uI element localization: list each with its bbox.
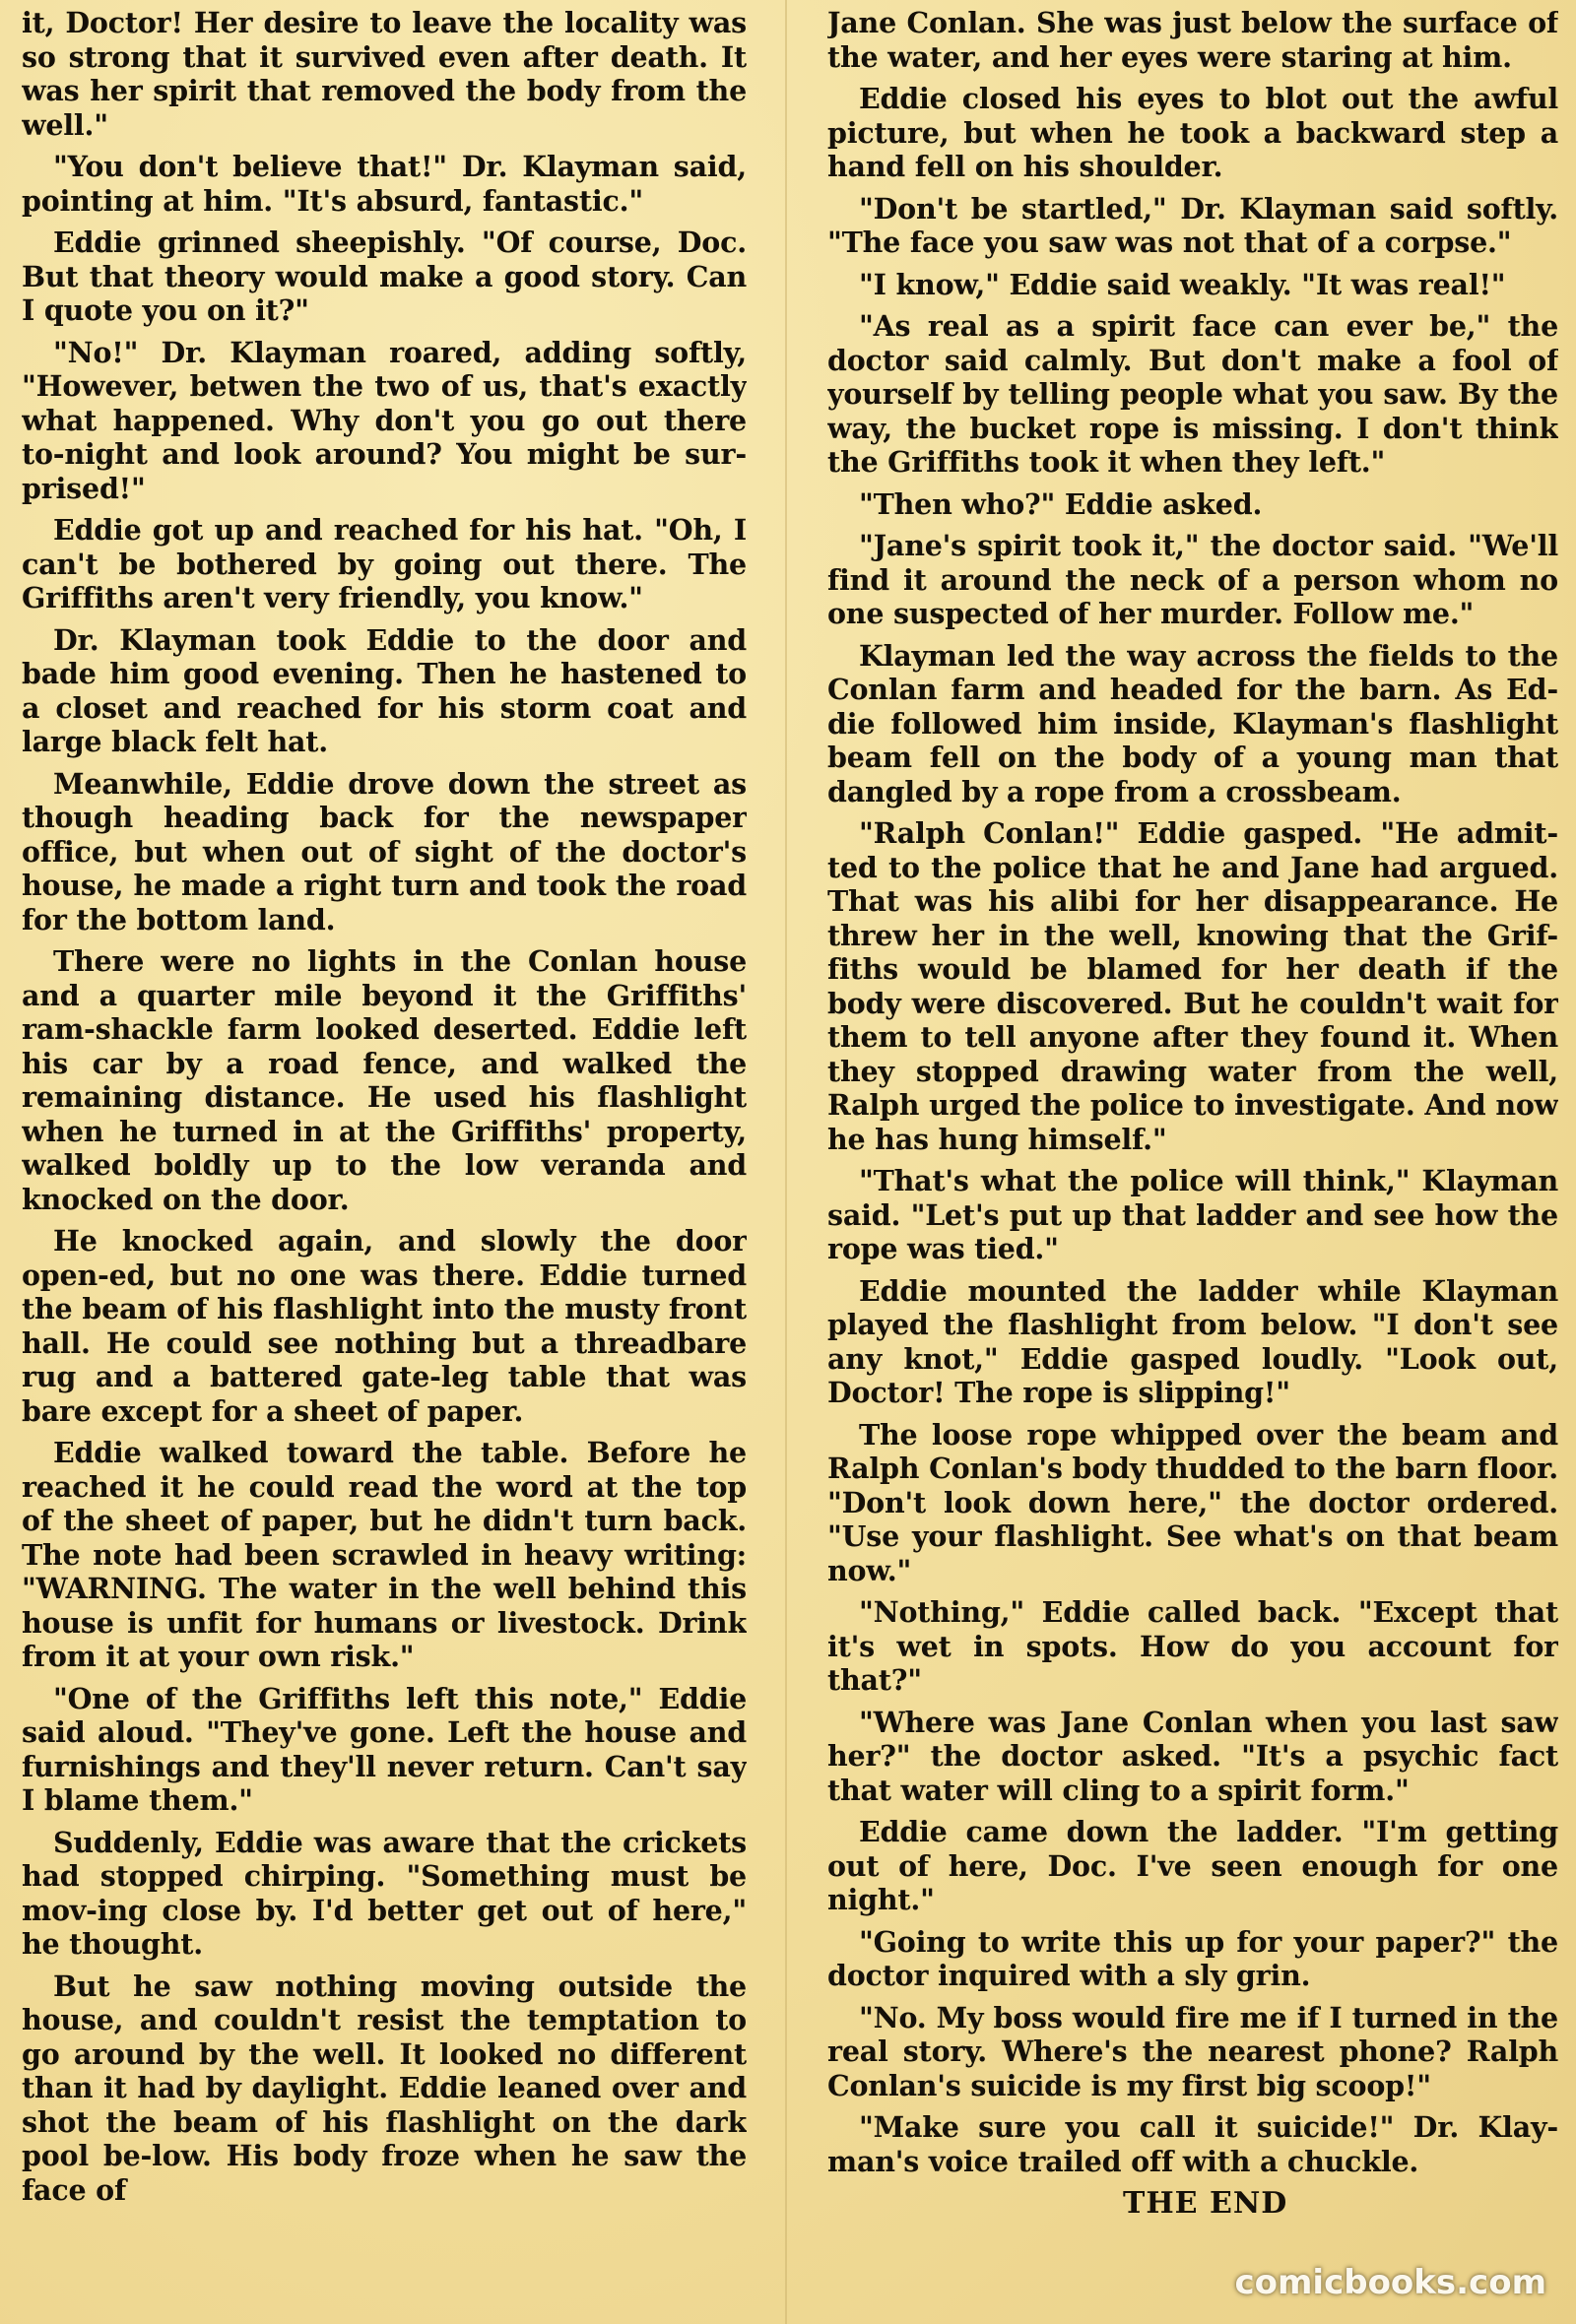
paragraph: There were no lights in the Conlan house and a quarter mile beyond it the Griffiths' ram-shackle farm looked deserted. Eddie left his car by a road fence, and walked the remaining distance. He used his flashlight when he turned in at the Griffiths' property, walked boldly up to the low veranda and knocked on the door. <box>22 944 747 1216</box>
paragraph: The loose rope whipped over the beam and Ralph Conlan's body thudded to the barn floor. "Don't look down here," the doctor ordered. "Use your flashlight. See what's on that beam now." <box>827 1417 1558 1587</box>
paragraph: But he saw nothing moving outside the house, and couldn't resist the temptation to go around by the well. It looked no different than it had by daylight. Eddie leaned over and shot the beam of his flashlight on the dark pool be-low. His body froze when he saw the face of <box>22 1969 747 2207</box>
paragraph: He knocked again, and slowly the door open-ed, but no one was there. Eddie turned the beam of his flashlight into the musty front hall. He could see nothing but a threadbare rug and a battered gate-leg table that was bare except for a sheet of paper. <box>22 1224 747 1428</box>
paragraph: "Make sure you call it suicide!" Dr. Klay-man's voice trailed off with a chuckle. <box>827 2110 1558 2178</box>
paragraph: Eddie came down the ladder. "I'm getting out of here, Doc. I've seen enough for one night." <box>827 1815 1558 1916</box>
paragraph: "No. My boss would fire me if I turned in the real story. Where's the nearest phone? Ralph Conlan's suicide is my first big scoop!" <box>827 2000 1558 2102</box>
paragraph: Eddie grinned sheepishly. "Of course, Doc. But that theory would make a good story. Can I quote you on it?" <box>22 226 747 327</box>
the-end-label: THE END <box>1123 2186 1288 2221</box>
paragraph: it, Doctor! Her desire to leave the locality was so strong that it survived even after death. It was her spirit that removed the body from the well." <box>22 6 747 142</box>
paragraph: "Don't be startled," Dr. Klayman said softly. "The face you saw was not that of a corpse." <box>827 191 1558 259</box>
paragraph: Klayman led the way across the fields to the Conlan farm and headed for the barn. As Ed-die followed him inside, Klayman's flashlight beam fell on the body of a young man that dangled by a rope from a crossbeam. <box>827 638 1558 808</box>
paragraph: "That's what the police will think," Klayman said. "Let's put up that ladder and see how the rope was tied." <box>827 1164 1558 1265</box>
left-column <box>22 6 747 2320</box>
paragraph: "Jane's spirit took it," the doctor said. "We'll find it around the neck of a person whom no one suspected of her murder. Follow me." <box>827 529 1558 630</box>
paragraph: "Ralph Conlan!" Eddie gasped. "He admit-ted to the police that he and Jane had argued. That was his alibi for her disappearance. He threw her in the well, knowing that the Grif-fiths would be blamed for her death if the body were discovered. But he couldn't wait for them to tell anyone after they found it. When they stopped drawing water from the well, Ralph urged the police to investigate. And now he has hung himself." <box>827 816 1558 1156</box>
right-column <box>827 6 1558 2320</box>
paragraph: Eddie got up and reached for his hat. "Oh, I can't be bothered by going out there. The Griffiths aren't very friendly, you know." <box>22 513 747 614</box>
column-divider <box>785 0 787 2324</box>
paragraph: Eddie walked toward the table. Before he reached it he could read the word at the top of the sheet of paper, but he didn't turn back. The note had been scrawled in heavy writing: "WARNING. The water in the well behind this house is unfit for humans or livestock. Drink from it at your own risk." <box>22 1436 747 1673</box>
watermark: comicbooks.com <box>1234 2263 1546 2302</box>
paragraph: Jane Conlan. She was just below the surface of the water, and her eyes were staring at him. <box>827 6 1558 74</box>
paragraph: "Going to write this up for your paper?" the doctor inquired with a sly grin. <box>827 1924 1558 1992</box>
paragraph: "I know," Eddie said weakly. "It was real!" <box>859 267 1506 301</box>
paragraph: "You don't believe that!" Dr. Klayman said, pointing at him. "It's absurd, fantastic." <box>22 150 747 218</box>
paragraph: "No!" Dr. Klayman roared, adding softly, "However, betwen the two of us, that's exactly what happened. Why don't you go out there to-night and look around? You might be sur-prised!" <box>22 335 747 505</box>
paragraph: Suddenly, Eddie was aware that the crickets had stopped chirping. "Something must be mov-ing close by. I'd better get out of here," he thought. <box>22 1825 747 1961</box>
paragraph: "Then who?" Eddie asked. <box>859 486 1263 521</box>
paragraph: Eddie mounted the ladder while Klayman played the flashlight from below. "I don't see any knot," Eddie gasped loudly. "Look out, Doctor! The rope is slipping!" <box>827 1273 1558 1409</box>
paragraph: "Nothing," Eddie called back. "Except that it's wet in spots. How do you account for that?" <box>827 1595 1558 1697</box>
paragraph: "As real as a spirit face can ever be," the doctor said calmly. But don't make a fool of yourself by telling people what you saw. By the way, the bucket rope is missing. I don't think the Griffiths took it when they left." <box>827 309 1558 479</box>
paragraph: "One of the Griffiths left this note," Eddie said aloud. "They've gone. Left the house and furnishings and they'll never return. Can't say I blame them." <box>22 1681 747 1817</box>
paragraph: Meanwhile, Eddie drove down the street as though heading back for the newspaper office, but when out of sight of the doctor's house, he made a right turn and took the road for the bottom land. <box>22 766 747 936</box>
paragraph: Dr. Klayman took Eddie to the door and bade him good evening. Then he hastened to a closet and reached for his storm coat and large black felt hat. <box>22 622 747 758</box>
paragraph: "Where was Jane Conlan when you last saw her?" the doctor asked. "It's a psychic fact that water will cling to a spirit form." <box>827 1705 1558 1807</box>
paragraph: Eddie closed his eyes to blot out the awful picture, but when he took a backward step a hand fell on his shoulder. <box>827 82 1558 183</box>
